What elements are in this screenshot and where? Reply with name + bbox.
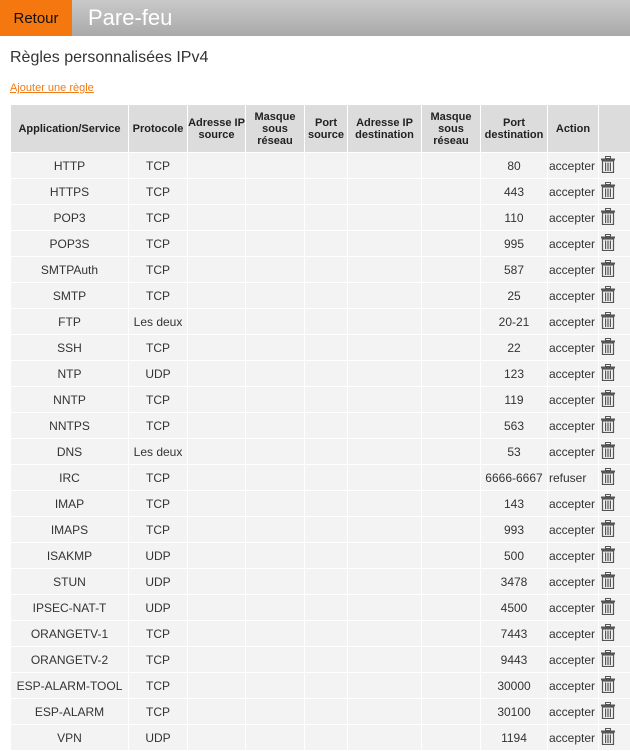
cell-source-ip [188,387,245,412]
cell-source-port [305,621,347,646]
page-title: Pare-feu [88,5,173,30]
trash-icon[interactable] [601,650,615,670]
cell-delete [599,309,630,334]
cell-destination-ip [348,491,421,516]
cell-source-mask [246,595,304,620]
cell-source-ip [188,179,245,204]
cell-source-ip [188,439,245,464]
cell-delete [599,231,630,256]
cell-destination-mask [422,387,480,412]
cell-action: accepter [548,205,598,230]
trash-icon[interactable] [601,624,615,644]
cell-delete [599,491,630,516]
cell-action: accepter [548,543,598,568]
table-row [11,543,630,568]
cell-destination-port: 22 [481,335,547,360]
cell-service: ORANGETV-1 [11,621,128,646]
cell-delete [599,283,630,308]
cell-source-port [305,335,347,360]
trash-icon[interactable] [601,156,615,176]
cell-destination-port: 3478 [481,569,547,594]
cell-action: refuser [548,465,598,490]
cell-destination-port: 7443 [481,621,547,646]
table-row [11,491,630,516]
cell-destination-ip [348,543,421,568]
trash-icon[interactable] [601,598,615,618]
trash-icon[interactable] [601,208,615,228]
cell-protocol: TCP [129,205,187,230]
table-row [11,283,630,308]
cell-delete [599,725,630,750]
cell-destination-ip [348,413,421,438]
cell-delete [599,699,630,724]
cell-delete [599,179,630,204]
trash-icon[interactable] [601,286,615,306]
table-row [11,361,630,386]
section-title: Règles personnalisées IPv4 [10,49,209,66]
column-header-delete [599,105,630,152]
cell-action: accepter [548,647,598,672]
cell-service: IPSEC-NAT-T [11,595,128,620]
trash-icon[interactable] [601,312,615,332]
cell-destination-mask [422,647,480,672]
cell-source-mask [246,179,304,204]
trash-icon[interactable] [601,468,615,488]
cell-action: accepter [548,673,598,698]
cell-source-port [305,491,347,516]
cell-destination-mask [422,569,480,594]
cell-source-mask [246,387,304,412]
cell-source-ip [188,621,245,646]
cell-destination-ip [348,205,421,230]
cell-protocol: UDP [129,361,187,386]
cell-action: accepter [548,621,598,646]
column-header-source-mask: Masque sous réseau [246,105,304,152]
cell-destination-mask [422,413,480,438]
cell-destination-mask [422,153,480,178]
cell-source-mask [246,725,304,750]
cell-source-mask [246,517,304,542]
cell-destination-ip [348,647,421,672]
cell-source-ip [188,595,245,620]
trash-icon[interactable] [601,234,615,254]
table-row [11,257,630,282]
cell-protocol: UDP [129,725,187,750]
cell-protocol: TCP [129,387,187,412]
cell-protocol: TCP [129,153,187,178]
cell-source-ip [188,309,245,334]
trash-icon[interactable] [601,494,615,514]
cell-source-ip [188,491,245,516]
table-row [11,517,630,542]
table-row [11,725,630,750]
cell-destination-ip [348,361,421,386]
cell-destination-ip [348,517,421,542]
cell-destination-mask [422,179,480,204]
cell-action: accepter [548,257,598,282]
cell-destination-mask [422,517,480,542]
cell-destination-mask [422,543,480,568]
cell-destination-mask [422,465,480,490]
cell-delete [599,257,630,282]
cell-delete [599,595,630,620]
cell-source-port [305,361,347,386]
cell-destination-ip [348,699,421,724]
cell-protocol: TCP [129,673,187,698]
cell-source-port [305,595,347,620]
top-bar [0,0,630,36]
cell-source-ip [188,153,245,178]
cell-source-port [305,465,347,490]
cell-service: SMTPAuth [11,257,128,282]
cell-service: IMAP [11,491,128,516]
cell-destination-mask [422,257,480,282]
cell-destination-ip [348,231,421,256]
cell-service: POP3 [11,205,128,230]
cell-destination-ip [348,257,421,282]
cell-destination-port: 30000 [481,673,547,698]
cell-source-ip [188,283,245,308]
cell-source-port [305,569,347,594]
cell-destination-mask [422,439,480,464]
cell-destination-port: 53 [481,439,547,464]
trash-icon[interactable] [601,338,615,358]
cell-destination-mask [422,491,480,516]
cell-destination-port: 143 [481,491,547,516]
cell-destination-mask [422,595,480,620]
cell-source-port [305,283,347,308]
cell-action: accepter [548,595,598,620]
cell-source-mask [246,543,304,568]
cell-delete [599,569,630,594]
cell-destination-port: 443 [481,179,547,204]
cell-destination-ip [348,673,421,698]
cell-source-port [305,387,347,412]
cell-destination-port: 80 [481,153,547,178]
column-header-source-ip: Adresse IP source [188,105,245,152]
cell-source-ip [188,543,245,568]
cell-service: DNS [11,439,128,464]
cell-source-mask [246,231,304,256]
table-row [11,205,630,230]
cell-delete [599,413,630,438]
table-row [11,673,630,698]
cell-action: accepter [548,699,598,724]
trash-icon[interactable] [601,520,615,540]
column-header-protocol: Protocole [129,105,187,152]
cell-destination-mask [422,309,480,334]
cell-delete [599,205,630,230]
cell-source-port [305,153,347,178]
cell-destination-port: 587 [481,257,547,282]
cell-destination-ip [348,621,421,646]
cell-delete [599,543,630,568]
cell-action: accepter [548,309,598,334]
cell-action: accepter [548,517,598,542]
cell-delete [599,439,630,464]
cell-destination-mask [422,673,480,698]
cell-destination-port: 25 [481,283,547,308]
cell-service: NNTPS [11,413,128,438]
table-row [11,335,630,360]
cell-destination-ip [348,725,421,750]
table-row [11,699,630,724]
cell-service: SSH [11,335,128,360]
cell-source-port [305,205,347,230]
cell-source-port [305,439,347,464]
cell-source-mask [246,205,304,230]
cell-source-mask [246,439,304,464]
cell-service: SMTP [11,283,128,308]
cell-destination-ip [348,465,421,490]
cell-service: STUN [11,569,128,594]
cell-protocol: TCP [129,491,187,516]
cell-source-mask [246,569,304,594]
cell-action: accepter [548,569,598,594]
cell-action: accepter [548,725,598,750]
cell-destination-port: 9443 [481,647,547,672]
table-row [11,231,630,256]
cell-destination-mask [422,335,480,360]
trash-icon[interactable] [601,572,615,592]
cell-source-port [305,543,347,568]
cell-source-port [305,413,347,438]
cell-source-ip [188,413,245,438]
cell-source-ip [188,517,245,542]
cell-protocol: TCP [129,257,187,282]
cell-destination-mask [422,283,480,308]
cell-service: VPN [11,725,128,750]
cell-destination-ip [348,387,421,412]
cell-destination-ip [348,569,421,594]
table-row [11,569,630,594]
back-button[interactable]: Retour [0,0,72,36]
table-row [11,387,630,412]
cell-source-ip [188,725,245,750]
cell-service: ISAKMP [11,543,128,568]
cell-delete [599,517,630,542]
table-row [11,413,630,438]
add-rule-link[interactable]: Ajouter une règle [10,82,94,94]
cell-protocol: TCP [129,231,187,256]
trash-icon[interactable] [601,416,615,436]
cell-service: IRC [11,465,128,490]
cell-delete [599,673,630,698]
trash-icon[interactable] [601,702,615,722]
cell-destination-port: 123 [481,361,547,386]
cell-source-mask [246,361,304,386]
table-row [11,647,630,672]
cell-destination-port: 119 [481,387,547,412]
cell-destination-ip [348,283,421,308]
cell-protocol: TCP [129,647,187,672]
cell-destination-mask [422,725,480,750]
cell-service: NTP [11,361,128,386]
cell-delete [599,647,630,672]
cell-service: HTTP [11,153,128,178]
cell-protocol: UDP [129,595,187,620]
cell-source-port [305,517,347,542]
table-row [11,153,630,178]
cell-delete [599,335,630,360]
cell-source-ip [188,257,245,282]
table-row [11,309,630,334]
trash-icon[interactable] [601,728,615,748]
cell-delete [599,621,630,646]
cell-delete [599,361,630,386]
cell-protocol: TCP [129,699,187,724]
cell-source-ip [188,465,245,490]
table-row [11,621,630,646]
table-row [11,179,630,204]
cell-source-mask [246,673,304,698]
cell-service: ESP-ALARM-TOOL [11,673,128,698]
cell-source-ip [188,673,245,698]
cell-action: accepter [548,231,598,256]
cell-protocol: TCP [129,465,187,490]
cell-service: FTP [11,309,128,334]
cell-service: HTTPS [11,179,128,204]
cell-destination-port: 1194 [481,725,547,750]
cell-source-mask [246,699,304,724]
cell-action: accepter [548,413,598,438]
cell-destination-port: 563 [481,413,547,438]
cell-source-port [305,257,347,282]
cell-source-mask [246,647,304,672]
trash-icon[interactable] [601,390,615,410]
cell-service: ESP-ALARM [11,699,128,724]
column-header-action: Action [548,105,598,152]
cell-action: accepter [548,335,598,360]
cell-source-port [305,673,347,698]
cell-destination-port: 4500 [481,595,547,620]
cell-source-ip [188,335,245,360]
cell-destination-mask [422,205,480,230]
column-header-service: Application/Service [11,105,128,152]
cell-source-mask [246,257,304,282]
cell-source-mask [246,153,304,178]
cell-source-ip [188,361,245,386]
trash-icon[interactable] [601,364,615,384]
cell-delete [599,153,630,178]
trash-icon[interactable] [601,676,615,696]
cell-source-mask [246,491,304,516]
cell-delete [599,465,630,490]
cell-protocol: TCP [129,413,187,438]
column-header-destination-ip: Adresse IP destination [348,105,421,152]
cell-protocol: Les deux [129,439,187,464]
cell-source-ip [188,231,245,256]
cell-source-ip [188,205,245,230]
rules-table [10,104,630,751]
column-header-source-port: Port source [305,105,347,152]
cell-protocol: UDP [129,569,187,594]
cell-destination-ip [348,309,421,334]
cell-destination-ip [348,595,421,620]
cell-source-mask [246,335,304,360]
cell-destination-ip [348,335,421,360]
table-row [11,595,630,620]
cell-source-port [305,309,347,334]
cell-protocol: TCP [129,335,187,360]
cell-action: accepter [548,491,598,516]
table-row [11,439,630,464]
cell-source-ip [188,647,245,672]
cell-action: accepter [548,283,598,308]
cell-source-ip [188,699,245,724]
cell-service: IMAPS [11,517,128,542]
cell-action: accepter [548,361,598,386]
cell-destination-port: 110 [481,205,547,230]
column-header-destination-mask: Masque sous réseau [422,105,480,152]
cell-action: accepter [548,439,598,464]
cell-protocol: Les deux [129,309,187,334]
cell-destination-port: 20-21 [481,309,547,334]
cell-source-mask [246,283,304,308]
cell-source-mask [246,465,304,490]
cell-delete [599,387,630,412]
cell-source-port [305,179,347,204]
cell-source-port [305,725,347,750]
cell-source-port [305,699,347,724]
cell-source-mask [246,309,304,334]
trash-icon[interactable] [601,546,615,566]
cell-source-ip [188,569,245,594]
cell-destination-port: 995 [481,231,547,256]
cell-protocol: TCP [129,621,187,646]
trash-icon[interactable] [601,260,615,280]
cell-destination-port: 30100 [481,699,547,724]
cell-destination-ip [348,179,421,204]
cell-action: accepter [548,153,598,178]
cell-service: NNTP [11,387,128,412]
cell-protocol: UDP [129,543,187,568]
cell-source-port [305,647,347,672]
column-header-destination-port: Port destination [481,105,547,152]
cell-source-mask [246,413,304,438]
trash-icon[interactable] [601,442,615,462]
cell-protocol: TCP [129,283,187,308]
cell-destination-port: 993 [481,517,547,542]
cell-source-mask [246,621,304,646]
cell-service: ORANGETV-2 [11,647,128,672]
cell-destination-port: 6666-6667 [481,465,547,490]
cell-destination-port: 500 [481,543,547,568]
cell-source-port [305,231,347,256]
cell-destination-mask [422,621,480,646]
cell-destination-ip [348,153,421,178]
cell-action: accepter [548,179,598,204]
table-header-row [11,105,630,152]
cell-destination-mask [422,361,480,386]
cell-service: POP3S [11,231,128,256]
cell-protocol: TCP [129,179,187,204]
cell-action: accepter [548,387,598,412]
cell-destination-mask [422,699,480,724]
cell-protocol: TCP [129,517,187,542]
table-row [11,465,630,490]
trash-icon[interactable] [601,182,615,202]
cell-destination-mask [422,231,480,256]
cell-destination-ip [348,439,421,464]
